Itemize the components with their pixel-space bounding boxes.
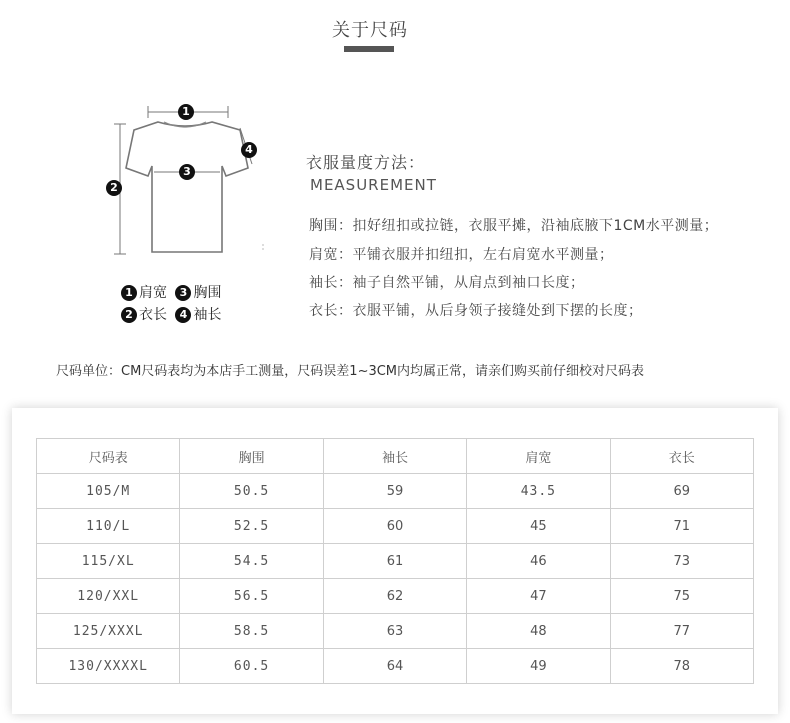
length-cell: 69 xyxy=(610,474,753,509)
header-cell: 胸围 xyxy=(180,439,323,474)
length-cell: 77 xyxy=(610,614,753,649)
legend-label: 胸围 xyxy=(193,285,222,301)
chest-cell: 50.5 xyxy=(180,474,323,509)
size-table xyxy=(36,438,754,684)
legend-label: 肩宽 xyxy=(139,285,167,301)
tshirt-outline-icon xyxy=(100,100,270,270)
page-title: 关于尺码 xyxy=(332,20,408,41)
table-row xyxy=(37,649,754,684)
shoulder-cell: 48 xyxy=(467,614,610,649)
shoulder-cell: 43.5 xyxy=(467,474,610,509)
rule-chest: 胸围：扣好纽扣或拉链，衣服平摊，沿袖底腋下1CM水平测量； xyxy=(309,218,719,234)
legend-num: 4 xyxy=(175,307,191,323)
legend-row-2 xyxy=(121,304,225,324)
header-cell: 袖长 xyxy=(323,439,466,474)
size-cell: 105/M xyxy=(37,474,180,509)
chest-cell: 56.5 xyxy=(180,579,323,614)
table-header-row xyxy=(37,439,754,474)
table-row xyxy=(37,509,754,544)
size-cell: 125/XXXL xyxy=(37,614,180,649)
marker-4-icon: 4 xyxy=(241,142,257,158)
size-cell: 120/XXL xyxy=(37,579,180,614)
size-note: 尺码单位：CM尺码表均为本店手工测量，尺码误差1~3CM内均属正常，请亲们购买前仔细校对尺码表 xyxy=(56,364,645,379)
size-cell: 115/XL xyxy=(37,544,180,579)
legend-num: 1 xyxy=(121,285,137,301)
sleeve-cell: 61 xyxy=(323,544,466,579)
sleeve-cell: 63 xyxy=(323,614,466,649)
length-cell: 75 xyxy=(610,579,753,614)
legend-num: 2 xyxy=(121,307,137,323)
table-row xyxy=(37,579,754,614)
method-title: 衣服量度方法： xyxy=(306,153,426,172)
length-cell: 71 xyxy=(610,509,753,544)
legend-row-1 xyxy=(121,282,225,302)
size-cell: 130/XXXXL xyxy=(37,649,180,684)
sleeve-cell: 59 xyxy=(323,474,466,509)
shoulder-cell: 49 xyxy=(467,649,610,684)
sleeve-cell: 64 xyxy=(323,649,466,684)
shoulder-cell: 45 xyxy=(467,509,610,544)
chest-cell: 58.5 xyxy=(180,614,323,649)
shoulder-cell: 47 xyxy=(467,579,610,614)
length-cell: 73 xyxy=(610,544,753,579)
method-subtitle: MEASUREMENT xyxy=(310,176,437,194)
legend-label: 袖长 xyxy=(193,307,222,323)
rule-shoulder: 肩宽：平铺衣服并扣纽扣，左右肩宽水平测量； xyxy=(309,247,614,263)
marker-3-icon: 3 xyxy=(179,164,195,180)
tshirt-diagram xyxy=(100,100,270,270)
legend-num: 3 xyxy=(175,285,191,301)
title-underline xyxy=(344,46,394,52)
marker-2-icon: 2 xyxy=(106,180,122,196)
sleeve-cell: 62 xyxy=(323,579,466,614)
chest-cell: 60.5 xyxy=(180,649,323,684)
rule-sleeve: 袖长：袖子自然平铺，从肩点到袖口长度； xyxy=(309,275,585,291)
table-row xyxy=(37,544,754,579)
shoulder-cell: 46 xyxy=(467,544,610,579)
sleeve-cell: 60 xyxy=(323,509,466,544)
marker-1-icon: 1 xyxy=(178,104,194,120)
table-row xyxy=(37,614,754,649)
header-cell: 衣长 xyxy=(610,439,753,474)
chest-cell: 52.5 xyxy=(180,509,323,544)
chest-cell: 54.5 xyxy=(180,544,323,579)
legend-label: 衣长 xyxy=(139,307,167,323)
size-cell: 110/L xyxy=(37,509,180,544)
table-row xyxy=(37,474,754,509)
header-cell: 肩宽 xyxy=(467,439,610,474)
rule-length: 衣长：衣服平铺，从后身领子接缝处到下摆的长度； xyxy=(309,303,643,319)
header-cell: 尺码表 xyxy=(37,439,180,474)
length-cell: 78 xyxy=(610,649,753,684)
